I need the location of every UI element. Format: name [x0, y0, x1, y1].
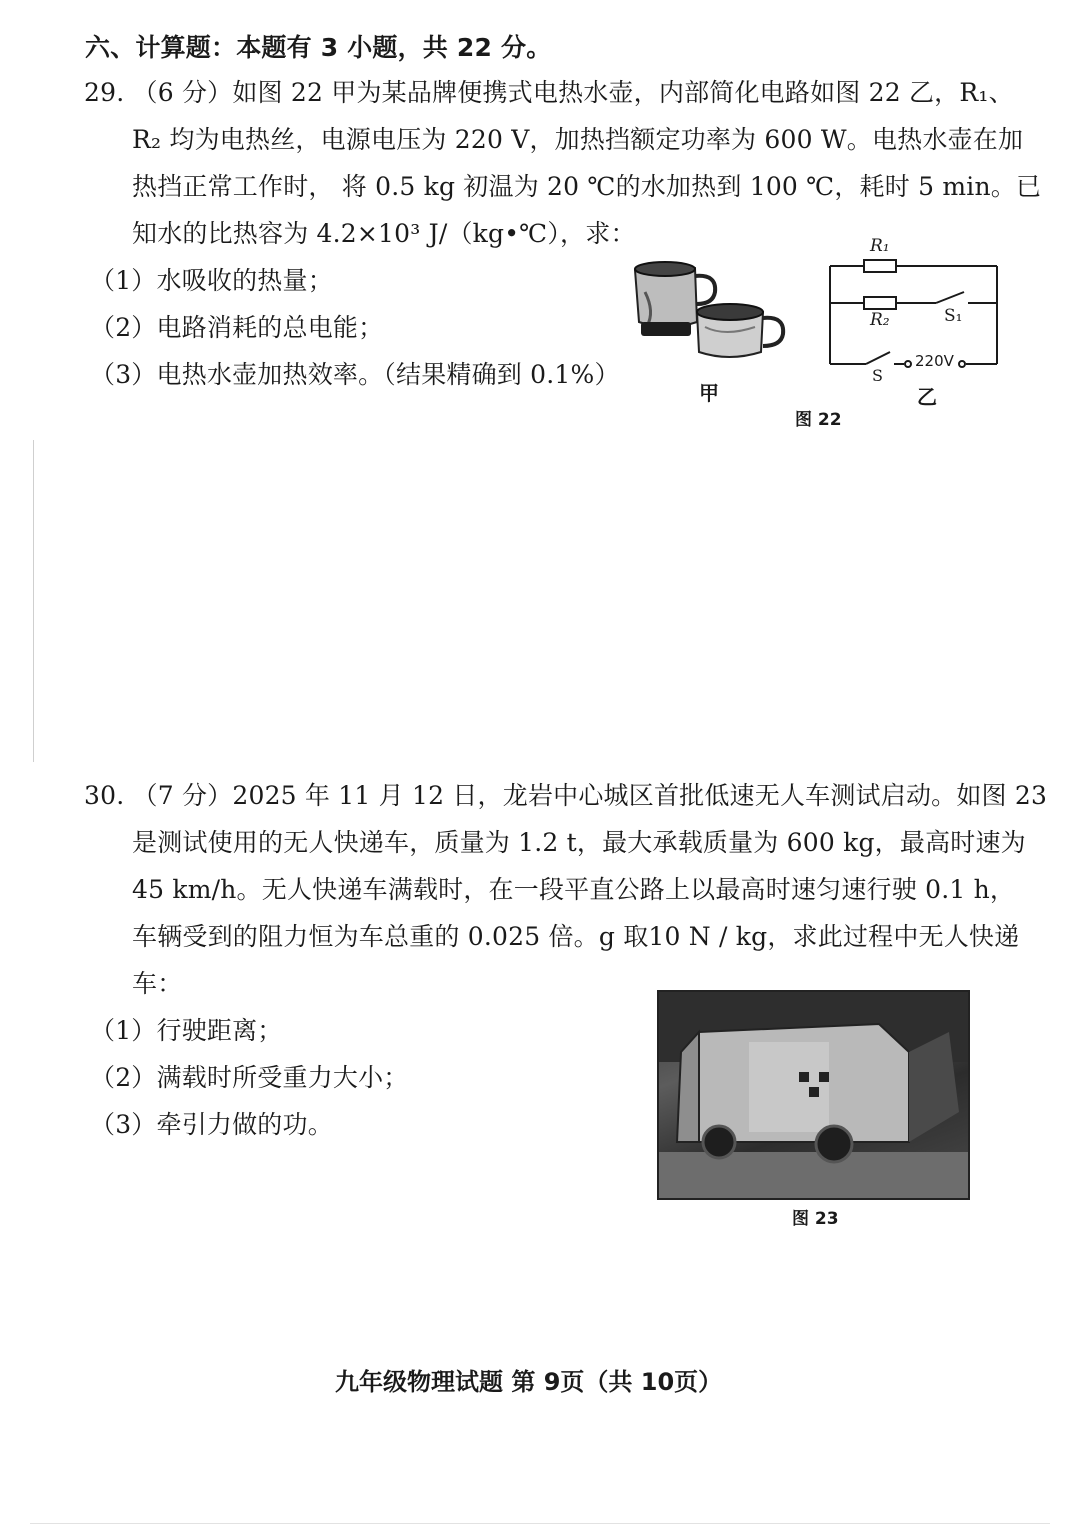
figure-23-caption: 图 23: [792, 1209, 839, 1229]
figure-22-label-yi: 乙: [917, 385, 937, 409]
q30-line-3: 45 km/h。无人快递车满载时，在一段平直公路上以最高时速匀速行驶 0.1 h，: [132, 875, 1016, 904]
q30-line-5: 车：: [132, 969, 183, 998]
s1-label: S₁: [944, 306, 963, 326]
q30-line-1: 30. （7 分）2025 年 11 月 12 日，龙岩中心城区首批低速无人车测试启动。如图 23: [84, 781, 1048, 810]
section-heading: 六、计算题：本题有 3 小题，共 22 分。: [85, 33, 552, 62]
q30-sub-3: （3）牵引力做的功。: [90, 1110, 333, 1139]
delivery-vehicle-photo: [657, 990, 970, 1200]
figure-22-caption: 图 22: [795, 410, 842, 430]
figure-22-label-jia: 甲: [699, 381, 719, 405]
q30-line-2: 是测试使用的无人快递车，质量为 1.2 t，最大承载质量为 600 kg，最高时速为: [132, 828, 1026, 857]
circuit-diagram: [820, 236, 1010, 396]
q29-sub-2: （2）电路消耗的总电能；: [90, 313, 384, 342]
q29-sub-3: （3）电热水壶加热效率。（结果精确到 0.1%）: [90, 360, 620, 389]
r1-label: R₁: [870, 236, 890, 256]
q29-line-3: 热挡正常工作时， 将 0.5 kg 初温为 20 ℃的水加热到 100 ℃，耗时 5 min。已: [132, 172, 1042, 201]
q29-line-4: 知水的比热容为 4.2×10³ J/（kg•℃），求：: [132, 219, 636, 248]
q30-line-4: 车辆受到的阻力恒为车总重的 0.025 倍。g 取10 N / kg，求此过程中无人快递: [132, 922, 1020, 951]
bottom-divider: [30, 1523, 1050, 1524]
source-voltage-label: 220V: [915, 352, 954, 370]
page-footer: 九年级物理试题 第 9页（共 10页）: [335, 1368, 723, 1396]
answer-space-rule: [33, 440, 34, 762]
q29-sub-1: （1）水吸收的热量；: [90, 266, 333, 295]
s-label: S: [872, 366, 883, 385]
r2-label: R₂: [870, 310, 890, 330]
kettle-illustration: [625, 252, 795, 372]
q30-sub-1: （1）行驶距离；: [90, 1016, 283, 1045]
q29-line-1: 29. （6 分）如图 22 甲为某品牌便携式电热水壶，内部简化电路如图 22 乙，R₁、: [84, 78, 1014, 107]
q30-sub-2: （2）满载时所受重力大小；: [90, 1063, 409, 1092]
q29-line-2: R₂ 均为电热丝，电源电压为 220 V，加热挡额定功率为 600 W。电热水壶在加: [132, 125, 1024, 154]
